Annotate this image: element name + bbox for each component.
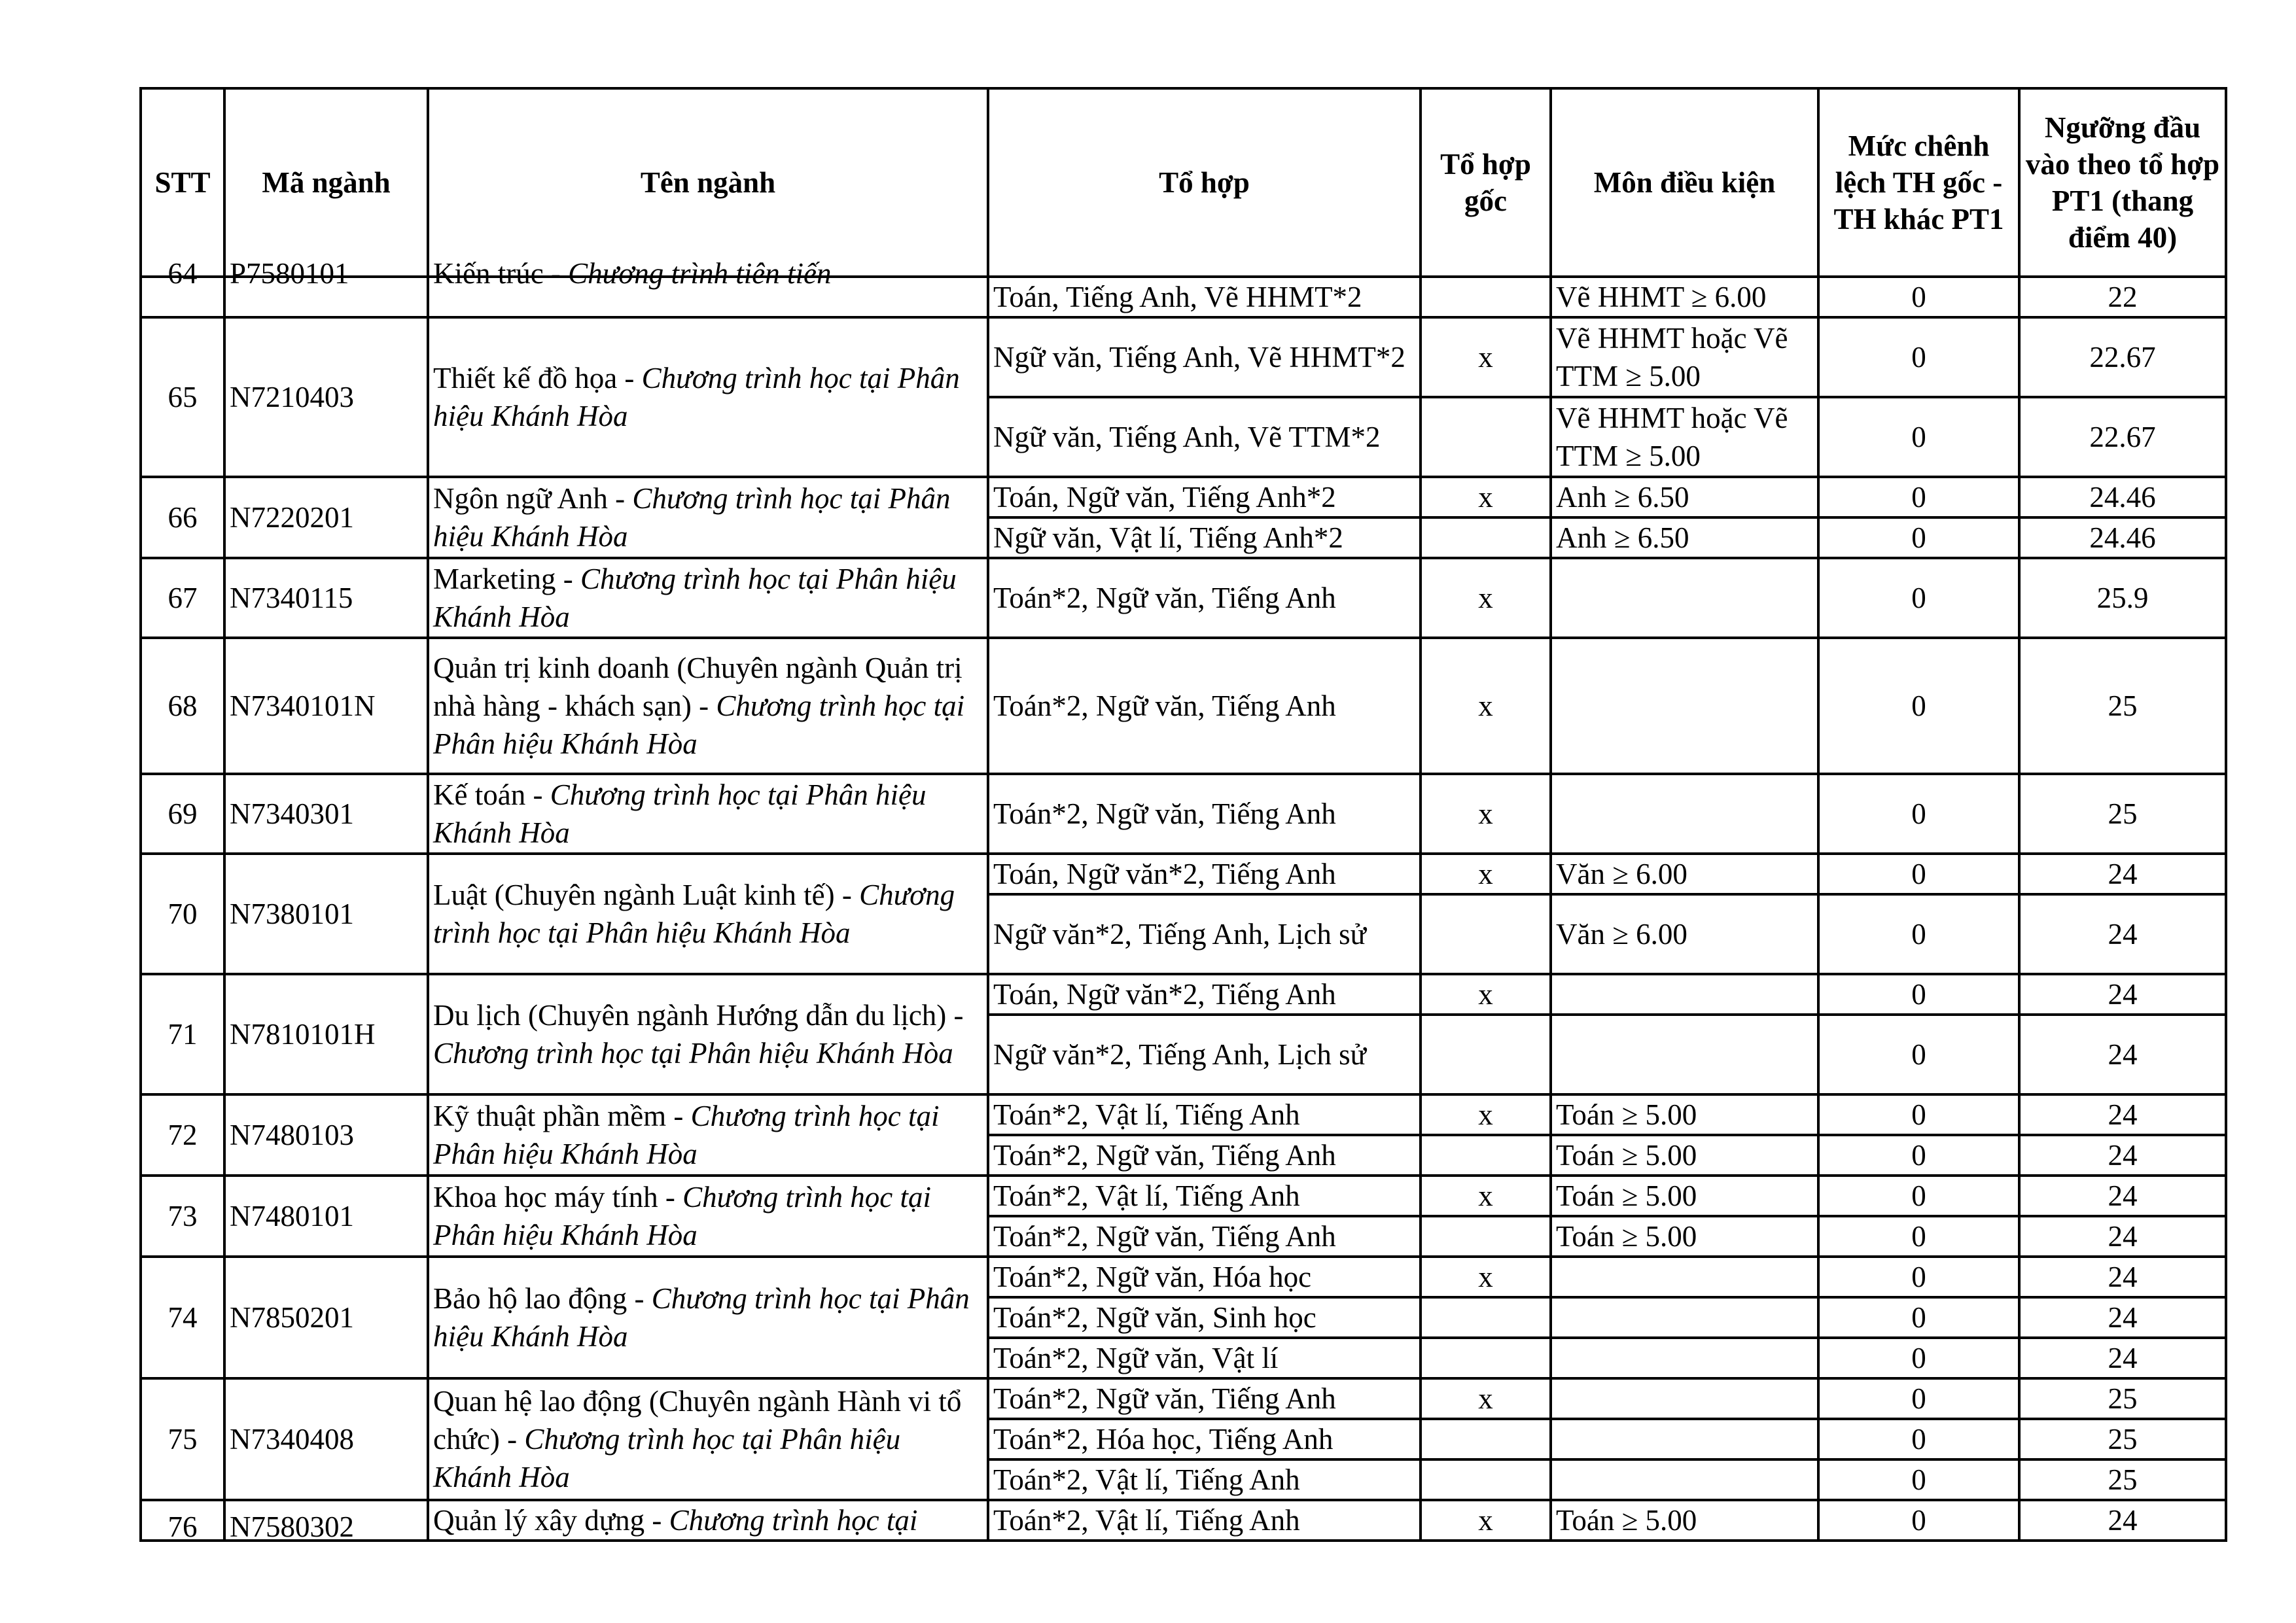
program-name-type: Chương trình học tại Phân hiệu Khánh Hòa [433,1282,970,1353]
cell-subjects: Toán*2, Ngữ văn, Tiếng Anh [988,774,1421,854]
program-name-main: Quan hệ lao động (Chuyên ngành Hành vi tổ chức) - [433,1385,962,1456]
cell-diff: 0 [1818,854,2019,894]
cell-base-combo [1421,1216,1551,1257]
cell-threshold: 24.46 [2019,477,2226,517]
cell-threshold: 24 [2019,1015,2226,1094]
cell-threshold: 24 [2019,1500,2226,1541]
cell-code: N7380101 [224,854,428,974]
cell-condition: Văn ≥ 6.00 [1551,854,1818,894]
cell-diff: 0 [1818,1459,2019,1500]
cell-base-combo [1421,1135,1551,1176]
cell-base-combo: x [1421,774,1551,854]
cell-base-combo: x [1421,1257,1551,1297]
program-name-main: Luật (Chuyên ngành Luật kinh tế) - [433,879,860,911]
cell-program-name [428,1257,988,1378]
cell-condition [1551,774,1818,854]
header-muc-chenh-lech: Mức chênh lệch TH gốc - TH khác PT1 [1818,88,2019,277]
cell-program-name [428,1500,988,1541]
cell-base-combo: x [1421,477,1551,517]
cell-stt: 64 [141,277,224,317]
cell-threshold: 22 [2019,277,2226,317]
cell-subjects: Toán*2, Ngữ văn, Tiếng Anh [988,1135,1421,1176]
cell-condition [1551,1297,1818,1338]
program-name-main: Thiết kế đồ họa - [433,362,642,394]
program-name-type: Chương trình học tại Phân hiệu Khánh Hòa [433,1037,953,1070]
program-name-type: Chương trình học tại [669,1504,918,1537]
cell-code: N7580302 [224,1500,428,1541]
program-name-main: Quản trị kinh doanh (Chuyên ngành Quản trị nhà hàng - khách sạn) - [433,652,963,722]
cell-diff: 0 [1818,1094,2019,1135]
program-name-type: Chương trình học tại Phân hiệu Khánh Hòa [433,1100,940,1170]
cell-diff: 0 [1818,477,2019,517]
cell-condition [1551,558,1818,638]
cell-subjects: Toán*2, Vật lí, Tiếng Anh [988,1094,1421,1135]
cell-subjects: Toán, Tiếng Anh, Vẽ HHMT*2 [988,277,1421,317]
cell-stt: 71 [141,974,224,1094]
cell-base-combo: x [1421,638,1551,774]
cell-threshold: 25 [2019,1459,2226,1500]
cell-stt: 75 [141,1378,224,1500]
cell-diff: 0 [1818,1176,2019,1216]
cell-code: N7480103 [224,1094,428,1176]
table-row [141,1176,2226,1216]
cell-threshold: 24 [2019,854,2226,894]
cell-stt: 69 [141,774,224,854]
table-row [141,1094,2226,1135]
cell-condition: Anh ≥ 6.50 [1551,477,1818,517]
cell-condition: Toán ≥ 5.00 [1551,1094,1818,1135]
cell-diff: 0 [1818,1015,2019,1094]
cell-condition: Toán ≥ 5.00 [1551,1216,1818,1257]
cell-subjects: Ngữ văn, Vật lí, Tiếng Anh*2 [988,517,1421,558]
cell-code: N7340101N [224,638,428,774]
cell-base-combo: x [1421,1500,1551,1541]
program-name-type: Chương trình học tại Phân hiệu Khánh Hòa [433,362,960,432]
table-viewport [139,87,2225,1543]
cell-condition [1551,974,1818,1015]
cell-stt: 74 [141,1257,224,1378]
cell-base-combo: x [1421,1378,1551,1419]
cell-code: N7340301 [224,774,428,854]
cell-stt: 68 [141,638,224,774]
cell-threshold: 25 [2019,1419,2226,1459]
program-name-main: Kiến trúc - [433,257,569,290]
cell-stt: 73 [141,1176,224,1257]
header-ten-nganh: Tên ngành [428,88,988,277]
cell-threshold: 25 [2019,774,2226,854]
program-name-type: Chương trình học tại Phân hiệu Khánh Hòa [433,879,955,949]
cell-subjects: Toán*2, Ngữ văn, Tiếng Anh [988,638,1421,774]
cell-threshold: 25 [2019,1378,2226,1419]
cell-condition: Toán ≥ 5.00 [1551,1176,1818,1216]
cell-diff: 0 [1818,1500,2019,1541]
table-row [141,277,2226,317]
cell-threshold: 24 [2019,1297,2226,1338]
cell-subjects: Ngữ văn, Tiếng Anh, Vẽ TTM*2 [988,397,1421,477]
cell-condition [1551,1257,1818,1297]
cell-base-combo: x [1421,1094,1551,1135]
header-mon-dieu-kien: Môn điều kiện [1551,88,1818,277]
cell-condition: Toán ≥ 5.00 [1551,1135,1818,1176]
cell-threshold: 24 [2019,1094,2226,1135]
cell-threshold: 25.9 [2019,558,2226,638]
cell-subjects: Toán, Ngữ văn, Tiếng Anh*2 [988,477,1421,517]
cell-code: N7210403 [224,317,428,477]
program-name-type: Chương trình học tại Phân hiệu Khánh Hòa [433,689,965,760]
cell-base-combo [1421,1015,1551,1094]
cell-code: N7220201 [224,477,428,558]
cell-subjects: Toán*2, Ngữ văn, Tiếng Anh [988,558,1421,638]
cell-threshold: 24 [2019,1176,2226,1216]
cell-threshold: 22.67 [2019,397,2226,477]
header-ma-nganh: Mã ngành [224,88,428,277]
cell-threshold: 24 [2019,1257,2226,1297]
cell-diff: 0 [1818,1378,2019,1419]
cell-condition: Anh ≥ 6.50 [1551,517,1818,558]
cell-subjects: Ngữ văn*2, Tiếng Anh, Lịch sử [988,1015,1421,1094]
cell-stt: 72 [141,1094,224,1176]
table-row [141,1257,2226,1297]
program-name-type: Chương trình học tại Phân hiệu Khánh Hòa [433,1423,901,1493]
cell-threshold: 24.46 [2019,517,2226,558]
cell-subjects: Toán*2, Ngữ văn, Sinh học [988,1297,1421,1338]
cell-threshold: 22.67 [2019,317,2226,397]
cell-diff: 0 [1818,1257,2019,1297]
cell-program-name [428,854,988,974]
cell-program-name [428,638,988,774]
cell-condition: Vẽ HHMT ≥ 6.00 [1551,277,1818,317]
cell-base-combo: x [1421,1176,1551,1216]
cell-base-combo [1421,397,1551,477]
cell-program-name [428,558,988,638]
cell-diff: 0 [1818,397,2019,477]
cell-condition [1551,1378,1818,1419]
cell-threshold: 24 [2019,1135,2226,1176]
cell-diff: 0 [1818,1419,2019,1459]
program-name-main: Bảo hộ lao động - [433,1282,652,1315]
program-name-main: Quản lý xây dựng - [433,1504,669,1537]
cell-threshold: 24 [2019,894,2226,974]
cell-code: N7810101H [224,974,428,1094]
cell-subjects: Ngữ văn*2, Tiếng Anh, Lịch sử [988,894,1421,974]
cell-condition [1551,1419,1818,1459]
cell-subjects: Toán*2, Ngữ văn, Tiếng Anh [988,1378,1421,1419]
program-name-type: Chương trình học tại Phân hiệu Khánh Hòa [433,563,957,633]
cell-diff: 0 [1818,638,2019,774]
program-name-main: Marketing - [433,563,580,595]
cell-program-name [428,1378,988,1500]
cell-stt: 67 [141,558,224,638]
program-name-main: Ngôn ngữ Anh - [433,482,633,515]
cell-diff: 0 [1818,1135,2019,1176]
cell-condition [1551,1015,1818,1094]
table-row [141,1378,2226,1419]
cell-diff: 0 [1818,974,2019,1015]
cell-subjects: Ngữ văn, Tiếng Anh, Vẽ HHMT*2 [988,317,1421,397]
program-name-main: Khoa học máy tính - [433,1181,683,1213]
cell-code: N7340115 [224,558,428,638]
cell-subjects: Toán*2, Ngữ văn, Vật lí [988,1338,1421,1378]
program-name-type: Chương trình học tại Phân hiệu Khánh Hòa [433,778,927,849]
cell-base-combo [1421,1459,1551,1500]
program-name-type: Chương trình học tại Phân hiệu Khánh Hòa [433,482,951,553]
cell-threshold: 25 [2019,638,2226,774]
cell-condition [1551,1459,1818,1500]
cell-condition: Văn ≥ 6.00 [1551,894,1818,974]
cell-program-name [428,974,988,1094]
cell-base-combo [1421,517,1551,558]
program-name-type: Chương trình học tại Phân hiệu Khánh Hòa [433,1181,931,1251]
cell-base-combo [1421,277,1551,317]
cell-subjects: Toán*2, Vật lí, Tiếng Anh [988,1459,1421,1500]
cell-base-combo: x [1421,317,1551,397]
cell-base-combo: x [1421,974,1551,1015]
cell-stt: 76 [141,1500,224,1541]
cell-diff: 0 [1818,1338,2019,1378]
cell-diff: 0 [1818,558,2019,638]
cell-subjects: Toán*2, Ngữ văn, Tiếng Anh [988,1216,1421,1257]
table-row [141,638,2226,774]
cell-diff: 0 [1818,1216,2019,1257]
cell-program-name [428,477,988,558]
table-row [141,854,2226,894]
table-header-row [141,88,2226,277]
cell-subjects: Toán, Ngữ văn*2, Tiếng Anh [988,854,1421,894]
cell-base-combo: x [1421,854,1551,894]
table-row [141,1500,2226,1541]
cell-subjects: Toán*2, Hóa học, Tiếng Anh [988,1419,1421,1459]
table-row [141,317,2226,397]
cell-subjects: Toán, Ngữ văn*2, Tiếng Anh [988,974,1421,1015]
cell-condition [1551,1338,1818,1378]
cell-base-combo: x [1421,558,1551,638]
cell-diff: 0 [1818,1297,2019,1338]
cell-base-combo [1421,1297,1551,1338]
program-name-main: Kế toán - [433,778,550,811]
cell-diff: 0 [1818,517,2019,558]
program-name-type: Chương trình tiên tiến [568,257,832,290]
cell-code: N7480101 [224,1176,428,1257]
cell-code: P7580101 [224,277,428,317]
table-row [141,477,2226,517]
cell-base-combo [1421,1419,1551,1459]
header-nguong-dau-vao: Ngưỡng đầu vào theo tổ hợp PT1 (thang điểm 40) [2019,88,2226,277]
admissions-threshold-table [139,87,2227,1542]
cell-program-name [428,317,988,477]
cell-condition [1551,638,1818,774]
header-to-hop: Tổ hợp [988,88,1421,277]
cell-stt: 65 [141,317,224,477]
table-row [141,774,2226,854]
header-to-hop-goc: Tổ hợp gốc [1421,88,1551,277]
cell-condition: Vẽ HHMT hoặc Vẽ TTM ≥ 5.00 [1551,397,1818,477]
cell-code: N7340408 [224,1378,428,1500]
cell-diff: 0 [1818,277,2019,317]
cell-subjects: Toán*2, Vật lí, Tiếng Anh [988,1176,1421,1216]
cell-diff: 0 [1818,317,2019,397]
cell-diff: 0 [1818,774,2019,854]
table-row [141,974,2226,1015]
cell-stt: 70 [141,854,224,974]
cell-program-name [428,774,988,854]
program-name-main: Du lịch (Chuyên ngành Hướng dẫn du lịch) - [433,999,964,1032]
cell-base-combo [1421,894,1551,974]
cell-threshold: 24 [2019,1216,2226,1257]
cell-threshold: 24 [2019,974,2226,1015]
cell-threshold: 24 [2019,1338,2226,1378]
header-stt: STT [141,88,224,277]
cell-program-name [428,257,988,317]
cell-condition: Vẽ HHMT hoặc Vẽ TTM ≥ 5.00 [1551,317,1818,397]
cell-program-name [428,1094,988,1176]
program-name-main: Kỹ thuật phần mềm - [433,1100,691,1132]
cell-subjects: Toán*2, Vật lí, Tiếng Anh [988,1500,1421,1541]
cell-diff: 0 [1818,894,2019,974]
cell-program-name [428,1176,988,1257]
cell-stt: 66 [141,477,224,558]
cell-condition: Toán ≥ 5.00 [1551,1500,1818,1541]
cell-base-combo [1421,1338,1551,1378]
cell-subjects: Toán*2, Ngữ văn, Hóa học [988,1257,1421,1297]
cell-code: N7850201 [224,1257,428,1378]
table-row [141,558,2226,638]
